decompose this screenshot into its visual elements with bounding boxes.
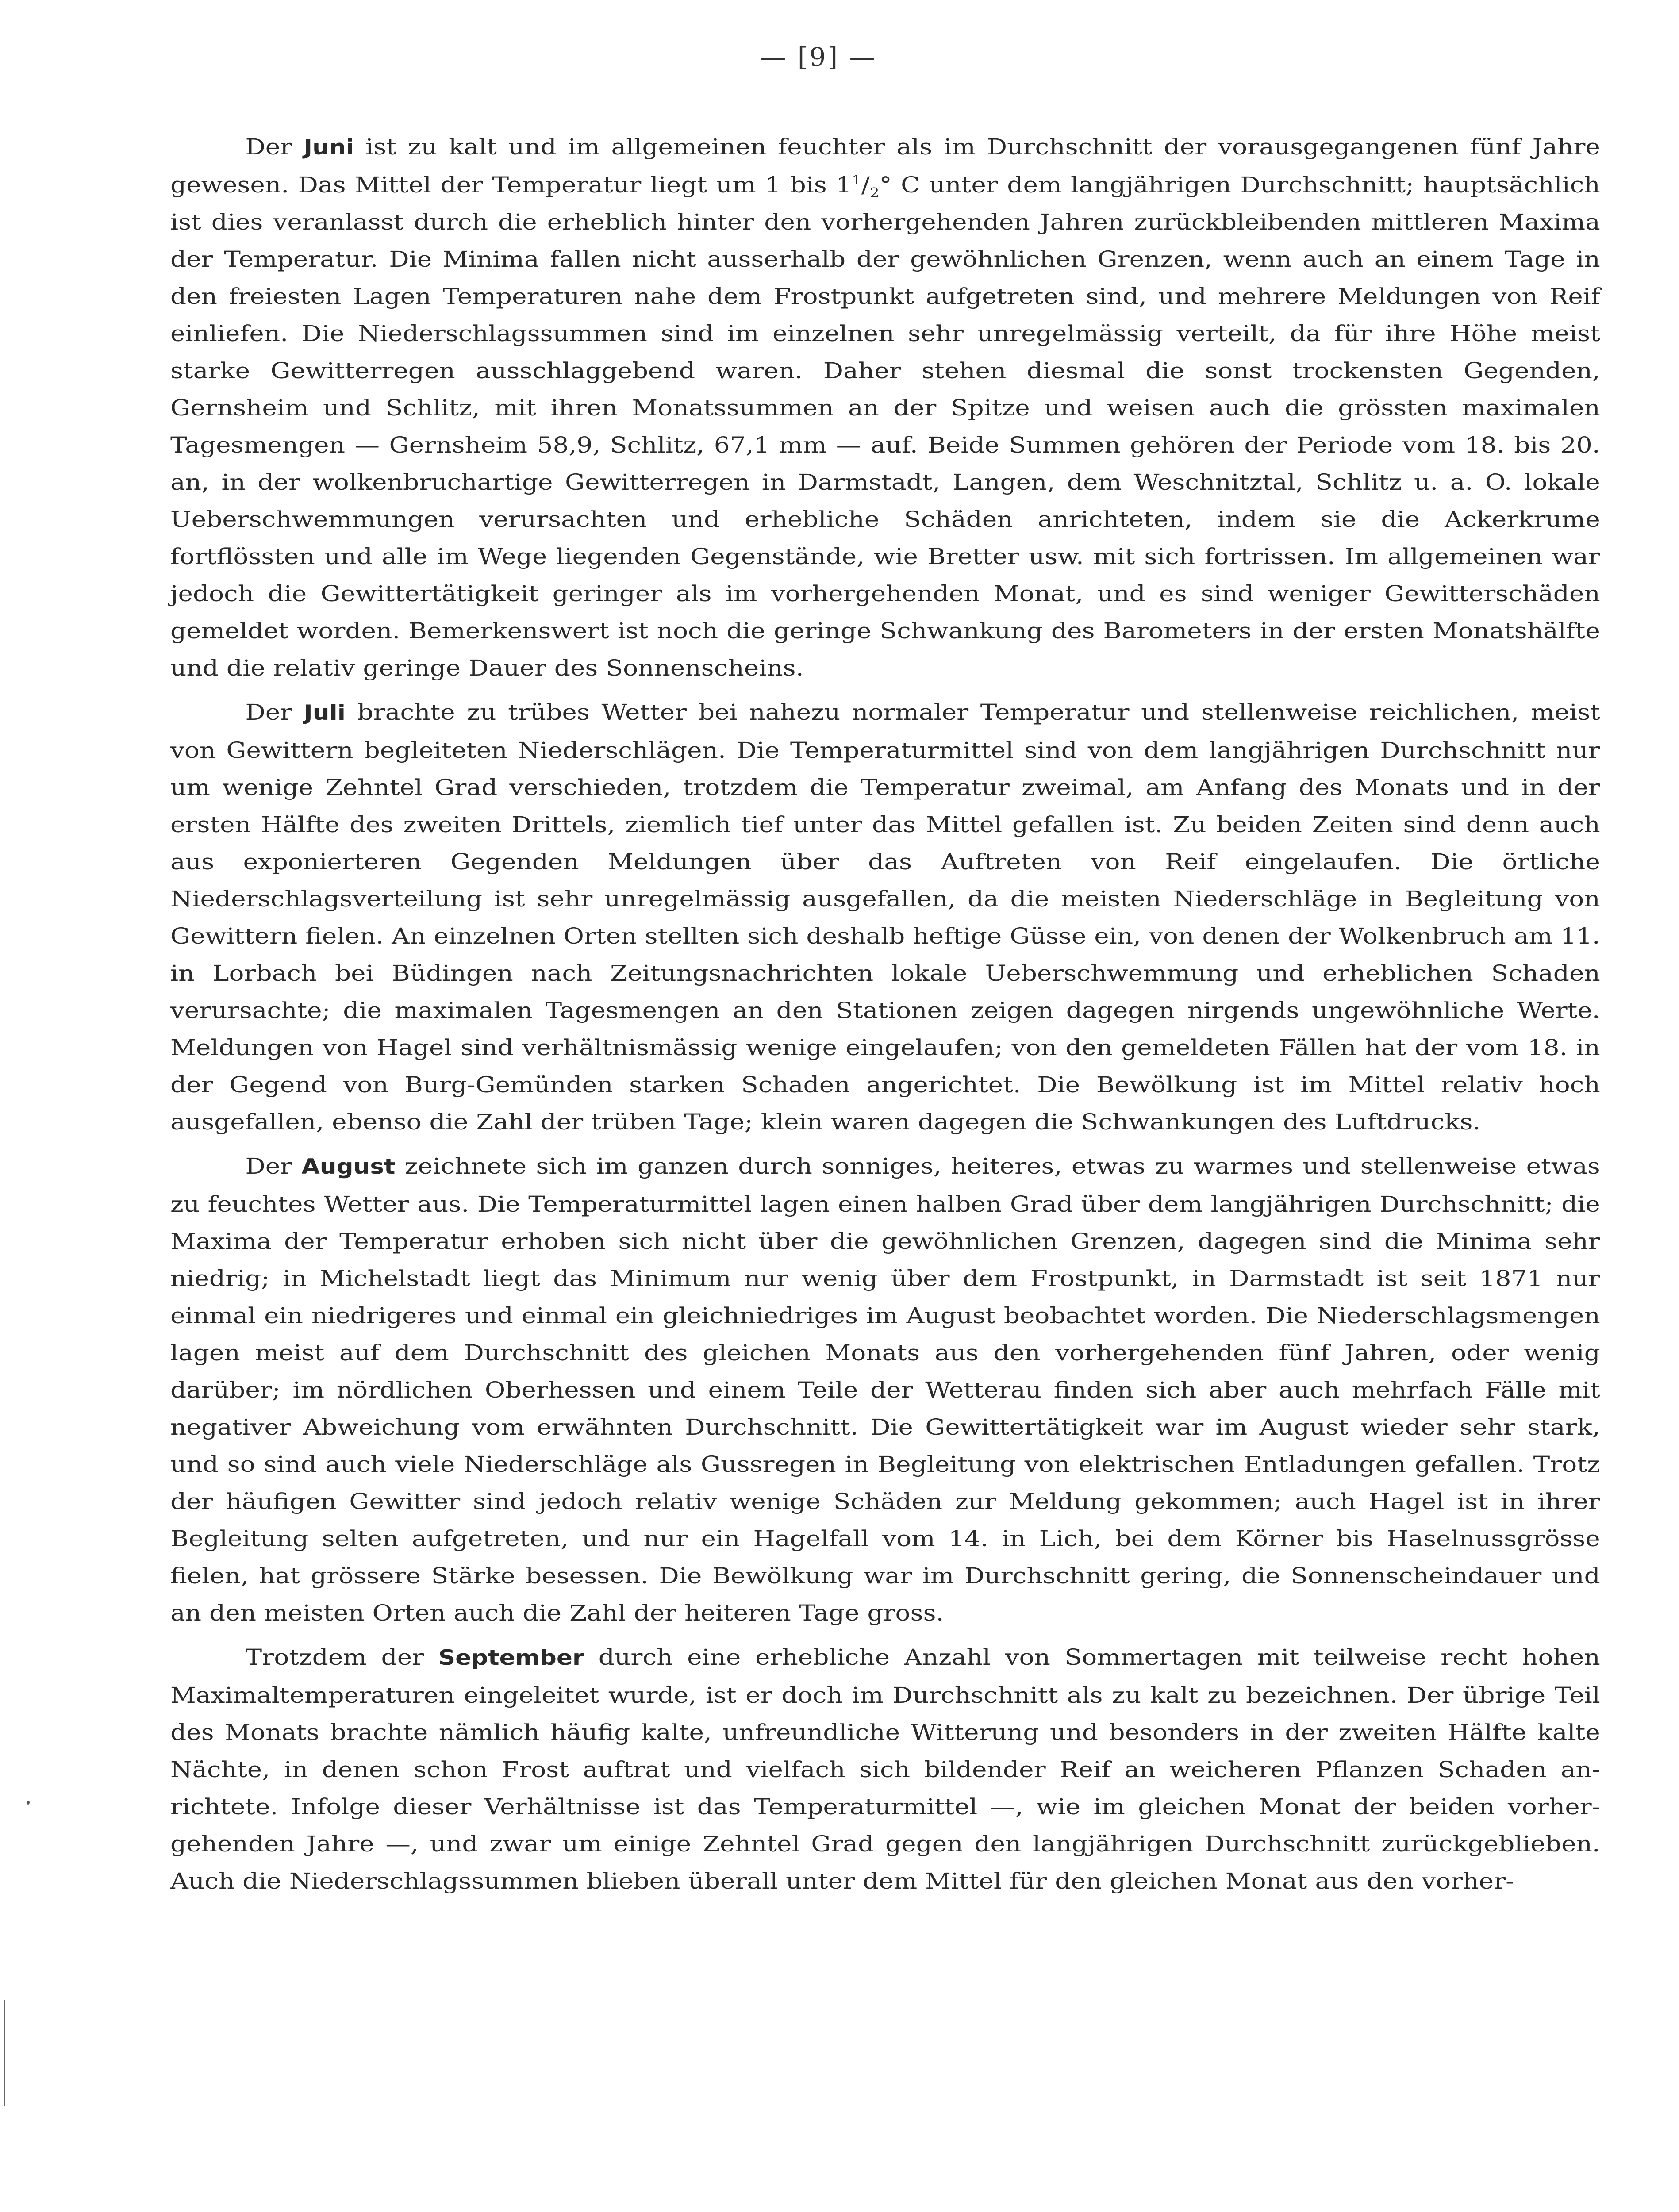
paragraph-text: durch eine erhebliche Anzahl von Sommertagen mit teilweise recht hohen Maximaltemperaturen eingeleitet wurde, ist er doch im Durchschnitt als zu kalt zu bezeichnen. Der übrige Teil des Monats brachte nämlich häufig kalte, unfreundliche Witterung und besonders in der zweiten Hälfte kalte Nächte, in denen schon Frost auftrat und vielfach sich bildender Reif an weicheren Pflanzen Schaden anrichtete. Infolge dieser Verhältnisse ist das Temperaturmittel —, wie im gleichen Monat der beiden vorhergehenden Jahre —, und zwar um einige Zehntel Grad gegen den langjährigen Durchschnitt zurückgeblieben. Auch die Niederschlagssummen blieben überall unter dem Mittel für den gleichen Monat aus den vorher-: [170, 1644, 1600, 1894]
month-heading-juli: Juli: [304, 701, 346, 725]
paragraph-intro: Der: [245, 699, 292, 725]
body-text: [170, 128, 1600, 1907]
paragraph-september: [170, 1639, 1600, 1900]
paragraph-juli: [170, 694, 1600, 1141]
page-number: — [9] —: [760, 42, 877, 72]
fraction-numerator: 1: [852, 173, 861, 188]
month-heading-august: August: [301, 1155, 396, 1179]
paragraph-text: ° C unter dem langjährigen Durchschnitt; hauptsächlich ist dies veranlasst durch die erheblich hinter den vorhergehenden Jahren zurückbleibenden mittleren Maxima der Temperatur. Die Minima fallen nicht ausserhalb der gewöhnlichen Grenzen, wenn auch an einem Tage in den freiesten Lagen Temperaturen nahe dem Frostpunkt aufgetreten sind, und mehrere Meldungen von Reif einliefen. Die Niederschlagssummen sind im einzelnen sehr unregelmässig verteilt, da für ihre Höhe meist starke Gewitterregen ausschlaggebend waren. Daher stehen diesmal die sonst trockensten Gegenden, Gernsheim und Schlitz, mit ihren Monatssummen an der Spitze und weisen auch die grössten maximalen Tagesmengen — Gernsheim 58,9, Schlitz, 67,1 mm — auf. Beide Summen gehören der Periode vom 18. bis 20. an, in der wolkenbruchartige Gewitterregen in Darmstadt, Langen, dem Weschnitztal, Schlitz u. a. O. lokale Ueberschwemmungen verursachten und erhebliche Schäden anrichteten, indem sie die Ackerkrume fortflössten und alle im Wege liegenden Gegenstände, wie Bretter usw. mit sich fortrissen. Im allgemeinen war jedoch die Gewittertätigkeit geringer als im vorhergehenden Monat, und es sind weniger Gewitterschäden gemeldet worden. Bemerkenswert ist noch die geringe Schwankung des Barometers in der ersten Monatshälfte und die relativ geringe Dauer des Sonnenscheins.: [170, 172, 1600, 681]
paragraph-intro: Trotzdem der: [245, 1644, 424, 1670]
paragraph-intro: Der: [245, 134, 292, 160]
month-heading-juni: Juni: [304, 135, 354, 160]
paragraph-text: zeichnete sich im ganzen durch sonniges, heiteres, etwas zu warmes und stellenweise etwas zu feuchtes Wetter aus. Die Temperaturmittel lagen einen halben Grad über dem langjährigen Durchschnitt; die Maxima der Temperatur erhoben sich nicht über die gewöhnlichen Grenzen, dagegen sind die Minima sehr niedrig; in Michelstadt liegt das Minimum nur wenig über dem Frostpunkt, in Darmstadt ist seit 1871 nur einmal ein niedrigeres und einmal ein gleichniedriges im August beobachtet worden. Die Niederschlagsmengen lagen meist auf dem Durchschnitt des gleichen Monats aus den vorhergehenden fünf Jahren, oder wenig darüber; im nördlichen Oberhessen und einem Teile der Wetterau finden sich aber auch mehrfach Fälle mit negativer Abweichung vom erwähnten Durchschnitt. Die Gewittertätigkeit war im August wieder sehr stark, und so sind auch viele Niederschläge als Gussregen in Begleitung von elektrischen Entladungen gefallen. Trotz der häufigen Gewitter sind jedoch relativ wenige Schäden zur Meldung gekommen; auch Hagel ist in ihrer Begleitung selten aufgetreten, und nur ein Hagelfall vom 14. in Lich, bei dem Körner bis Haselnussgrösse fielen, hat grössere Stärke besessen. Die Bewölkung war im Durchschnitt gering, die Sonnenscheindauer und an den meisten Orten auch die Zahl der heiteren Tage gross.: [170, 1153, 1600, 1626]
paragraph-lead: ist zu kalt und im allgemeinen feuchter als im Durchschnitt der vorausgegangenen fünf Jahre gewesen. Das Mittel der Temperatur liegt um 1 bis 1: [170, 134, 1600, 198]
fraction-denominator: 2: [869, 185, 880, 201]
scan-speck: [27, 1801, 30, 1805]
month-heading-september: September: [438, 1646, 584, 1670]
scan-edge-mark: [4, 2000, 5, 2106]
paragraph-august: [170, 1148, 1600, 1632]
paragraph-intro: Der: [245, 1153, 292, 1179]
paragraph-juni: Der Juni ist zu kalt und im allgemeinen feuchter als im Durchschnitt der vorausgegangenen fünf Jahre gewesen. Das Mittel der Temperatur liegt um 1 bis $1^1/_2^\circ$ C unter dem langjährigen Durchschnitt; hauptsächlich ist dies veranlasst durch die erheblich hinter den vorhergehenden Jahren zurückbleibenden mittleren Maxima der Temperatur. Die Minima fallen nicht ausserhalb der gewöhnlichen Grenzen, wenn auch an einem Tage in den freiesten Lagen Temperaturen nahe dem Frostpunkt aufgetreten sind, und mehrere Meldungen von Reif einliefen. Die Niederschlagssummen sind im einzelnen sehr unregelmässig verteilt, da für ihre Höhe meist starke Gewitterregen ausschlaggebend waren. Daher stehen diesmal die sonst trockensten Gegenden, Gernsheim und Schlitz, mit ihren Monatssummen an der Spitze und weisen auch die grössten maximalen Tagesmengen — Gernsheim 58,9, Schlitz, 67,1 mm — auf. Beide Summen gehören der Periode vom 18. bis 20. an, in der wolkenbruchartige Gewitterregen in Darmstadt, Langen, dem Weschnitztal, Schlitz u. a. O. lokale Ueberschwemmungen verursachten und erhebliche Schäden anrichteten, indem sie die Ackerkrume fortflössten und alle im Wege liegenden Gegenstände, wie Bretter usw. mit sich fortrissen. Im allgemeinen war jedoch die Gewittertätigkeit geringer als im vorhergehenden Monat, und es sind weniger Gewitterschäden gemeldet worden. Bemerkenswert ist noch die geringe Schwankung des Barometers in der ersten Monatshälfte und die relativ geringe Dauer des Sonnenscheins.: [170, 134, 1600, 681]
paragraph-text: brachte zu trübes Wetter bei nahezu normaler Temperatur und stellenweise reichlichen, meist von Gewittern begleiteten Niederschlägen. Die Temperaturmittel sind von dem langjährigen Durchschnitt nur um wenige Zehntel Grad verschieden, trotzdem die Temperatur zweimal, am Anfang des Monats und in der ersten Hälfte des zweiten Drittels, ziemlich tief unter das Mittel gefallen ist. Zu beiden Zeiten sind denn auch aus exponierteren Gegenden Meldungen über das Auftreten von Reif eingelaufen. Die örtliche Niederschlagsverteilung ist sehr unregelmässig ausgefallen, da die meisten Niederschläge in Begleitung von Gewittern fielen. An einzelnen Orten stellten sich deshalb heftige Güsse ein, von denen der Wolkenbruch am 11. in Lorbach bei Büdingen nach Zeitungsnachrichten lokale Ueberschwemmung und erheblichen Schaden verursachte; die maximalen Tagesmengen an den Stationen zeigen dagegen nirgends ungewöhnliche Werte. Meldungen von Hagel sind verhältnismässig wenige eingelaufen; von den gemeldeten Fällen hat der vom 18. in der Gegend von Burg-Gemünden starken Schaden angerichtet. Die Bewölkung ist im Mittel relativ hoch ausgefallen, ebenso die Zahl der trüben Tage; klein waren dagegen die Schwankungen des Luftdrucks.: [170, 699, 1600, 1135]
